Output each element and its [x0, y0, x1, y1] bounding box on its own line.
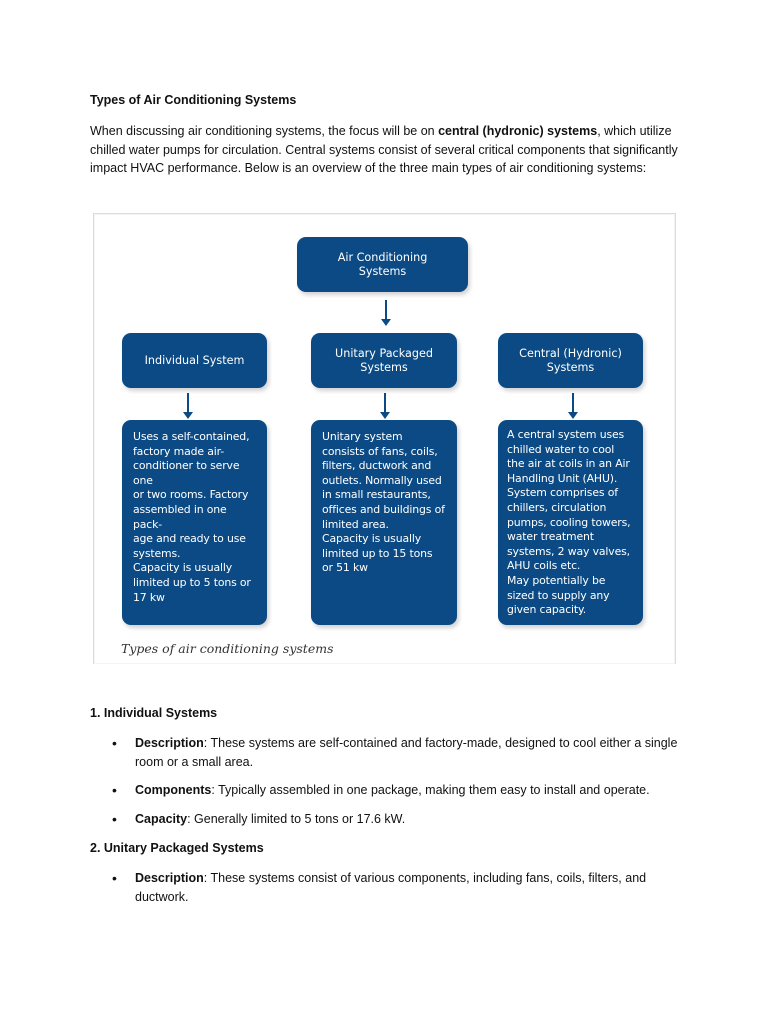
bullet-list-unitary — [90, 869, 690, 906]
document-heading: Types of Air Conditioning Systems — [90, 93, 297, 107]
branch-title-box-unitary — [311, 333, 457, 388]
bullet-icon: • — [112, 870, 117, 886]
diagram-root-box — [297, 237, 468, 292]
intro-text-start: When discussing air conditioning systems, the focus will be on — [90, 124, 439, 138]
bullet-label: Description — [135, 736, 204, 750]
intro-paragraph — [90, 122, 682, 178]
bullet-icon: • — [112, 735, 117, 751]
arrow-individual-down — [187, 393, 189, 413]
list-item — [90, 781, 680, 800]
section-title-unitary: 2. Unitary Packaged Systems — [90, 841, 264, 855]
bullet-text: : These systems are self-contained and factory-made, designed to cool either a single room or a small area. — [135, 736, 678, 769]
intro-text-end: , which utilize chilled water pumps for circulation. Central systems consist of several critical components that significantly impact HVAC performance. Below is an overview of the three main types of air conditioning systems: — [90, 124, 678, 176]
arrow-unitary-down — [384, 393, 386, 413]
bullet-text: : Typically assembled in one package, making them easy to install and operate. — [211, 783, 650, 798]
bullet-text: : These systems consist of various components, including fans, coils, filters, and ductwork. — [135, 871, 647, 904]
bullet-label: Components — [135, 783, 212, 798]
branch-description-box-unitary — [311, 420, 457, 625]
bullet-list-individual — [90, 734, 690, 828]
section-title-individual: 1. Individual Systems — [90, 706, 218, 720]
bullet-icon: • — [112, 782, 117, 799]
branch-description-individual: Uses a self-contained, factory made air- conditioner to serve one or two rooms. Factory assembled in one pack- age and ready to use systems. Capacity is usually limited up to 5 tons or 17 kw — [133, 430, 251, 604]
branch-title-unitary: Unitary Packaged Systems — [335, 347, 433, 374]
figure-caption: Types of air conditioning systems — [121, 641, 334, 656]
branch-title-box-individual — [122, 333, 267, 388]
branch-title-box-central — [498, 333, 643, 388]
branch-description-unitary: Unitary system consists of fans, coils, filters, ductwork and outlets. Normally used in small restaurants, offices and buildings of limited area. Capacity is usually limited up to 15 tons or 51 kw — [322, 430, 445, 575]
branch-description-box-individual — [122, 420, 267, 625]
intro-bold-term: central (hydronic) systems — [438, 124, 598, 138]
list-item — [90, 734, 680, 771]
arrow-central-down — [572, 393, 574, 413]
bullet-label: Capacity — [135, 811, 188, 826]
branch-title-individual: Individual System — [144, 353, 245, 367]
ac-systems-figure — [93, 213, 676, 664]
list-item — [90, 810, 680, 829]
diagram-root-label: Air Conditioning Systems — [337, 251, 428, 278]
bullet-label: Description — [135, 871, 204, 885]
list-item — [90, 869, 680, 906]
arrow-root-down — [385, 300, 387, 320]
branch-description-box-central — [498, 420, 643, 625]
branch-description-central: A central system uses chilled water to cool the air at coils in an Air Handling Unit (AHU). System comprises of chillers, circulation pumps, cooling towers, water treatment systems, 2 way valves, AHU coils etc. May potentially be sized to supply any given capacity. — [507, 428, 631, 617]
bullet-text: : Generally limited to 5 tons or 17.6 kW. — [187, 811, 406, 826]
bullet-icon: • — [112, 810, 117, 827]
branch-title-central: Central (Hydronic) Systems — [519, 347, 622, 374]
